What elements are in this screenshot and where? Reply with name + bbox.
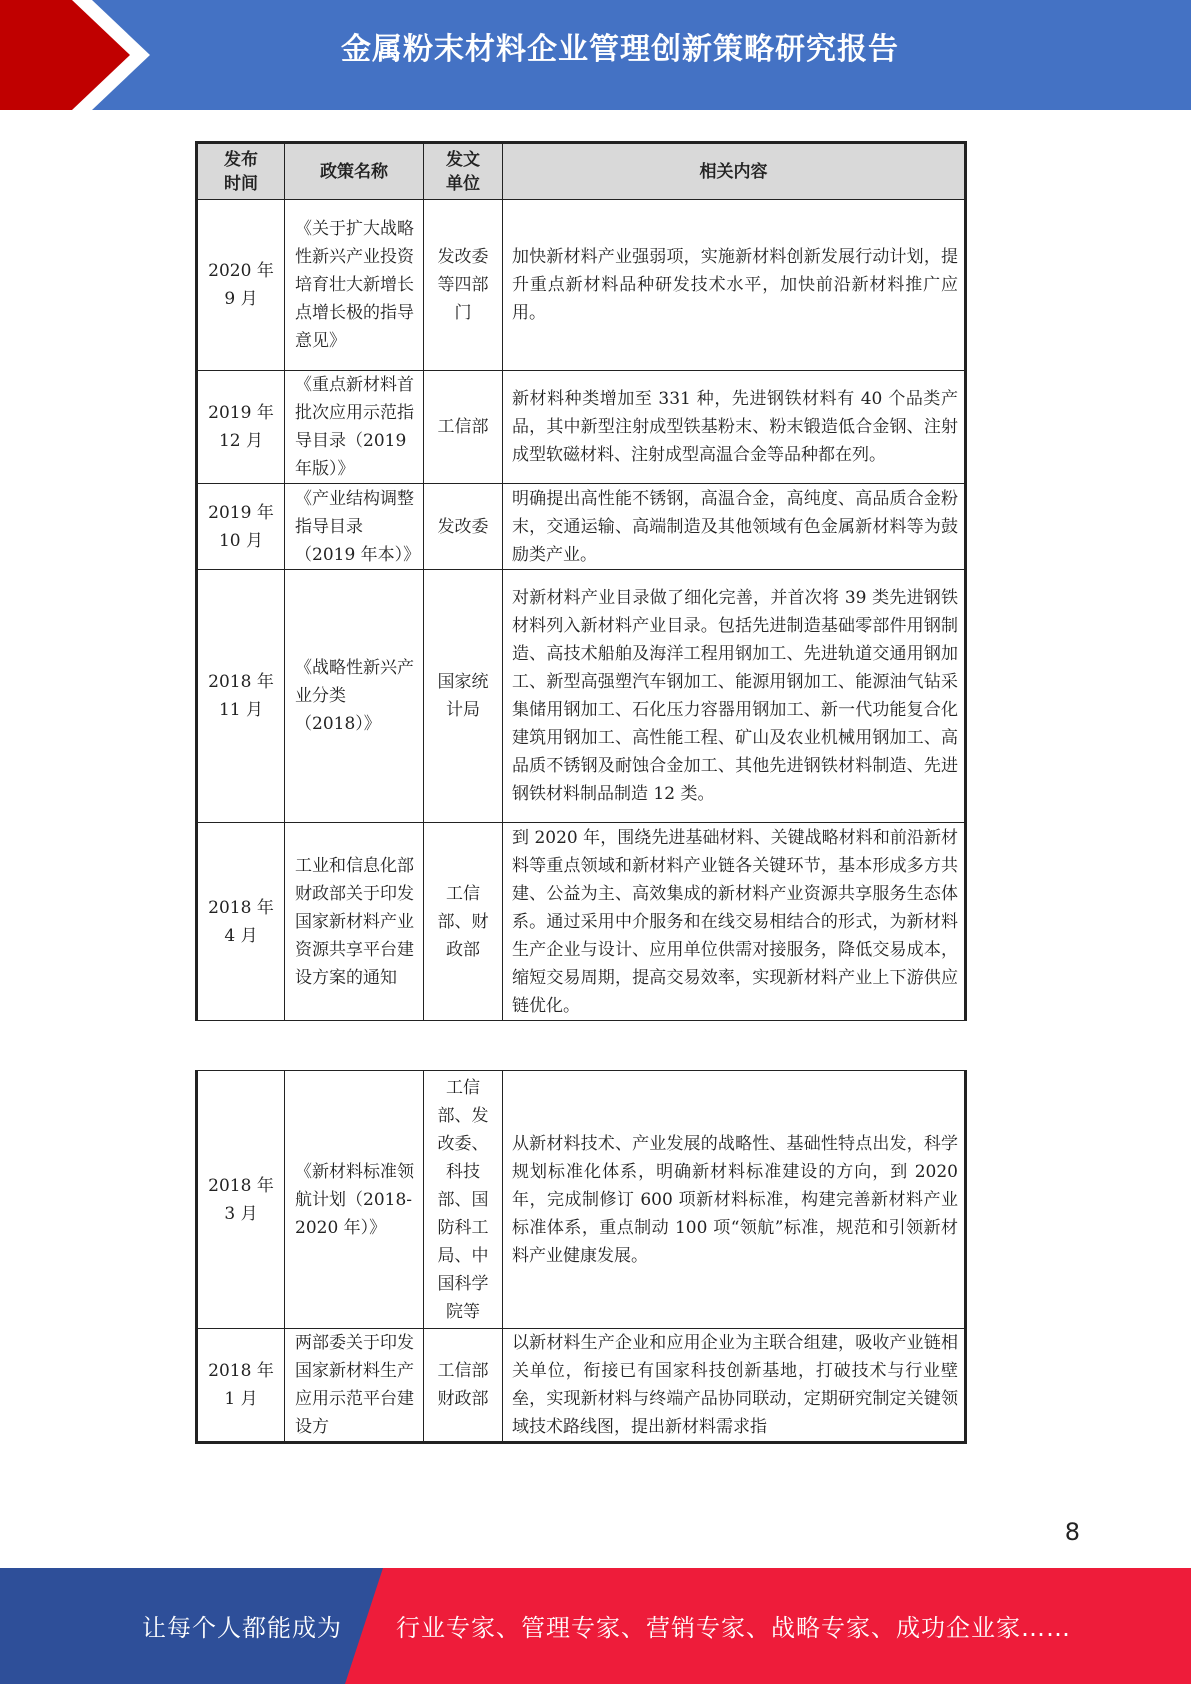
column-header-date: 发布 时间 — [197, 143, 285, 200]
issuing-unit-cell: 工信 部、财 政部 — [424, 823, 503, 1021]
policy-name-cell: 《产业结构调整指导目录（2019 年本）》 — [285, 484, 424, 570]
table-row — [197, 570, 966, 823]
date-cell: 2018 年 3 月 — [197, 1071, 285, 1329]
content-cell: 从新材料技术、产业发展的战略性、基础性特点出发，科学规划标准化体系，明确新材料标准建设的方向，到 2020 年，完成制修订 600 项新材料标准，构建完善新材料产业标准体系，重点制动 100 项“领航”标准，规范和引领新材料产业健康发展。 — [503, 1071, 966, 1329]
column-header-policy-name: 政策名称 — [285, 143, 424, 200]
date-cell: 2020 年 9 月 — [197, 200, 285, 371]
issuing-unit-cell: 工信部 — [424, 371, 503, 484]
issuing-unit-cell: 国家统 计局 — [424, 570, 503, 823]
header-arrow-red — [0, 0, 130, 110]
table-header-row — [197, 143, 966, 200]
content-cell: 加快新材料产业强弱项，实施新材料创新发展行动计划，提升重点新材料品种研发技术水平，加快前沿新材料推广应用。 — [503, 200, 966, 371]
issuing-unit-cell: 工信部 财政部 — [424, 1329, 503, 1443]
page-footer — [0, 1568, 1191, 1684]
date-cell: 2019 年 12 月 — [197, 371, 285, 484]
table-row — [197, 371, 966, 484]
document-title: 金属粉末材料企业管理创新策略研究报告 — [341, 32, 899, 67]
date-cell: 2018 年 1 月 — [197, 1329, 285, 1443]
issuing-unit-cell: 发改委 等四部 门 — [424, 200, 503, 371]
table-row — [197, 1329, 966, 1443]
policy-table — [195, 141, 967, 1021]
issuing-unit-cell: 发改委 — [424, 484, 503, 570]
policy-table-continued — [195, 1070, 967, 1444]
policy-name-cell: 两部委关于印发国家新材料生产应用示范平台建设方 — [285, 1329, 424, 1443]
policy-name-cell: 《重点新材料首批次应用示范指导目录（2019 年版）》 — [285, 371, 424, 484]
content-cell: 明确提出高性能不锈钢，高温合金，高纯度、高品质合金粉末，交通运输、高端制造及其他领域有色金属新材料等为鼓励类产业。 — [503, 484, 966, 570]
column-header-content: 相关内容 — [503, 143, 966, 200]
date-cell: 2018 年 4 月 — [197, 823, 285, 1021]
table-row — [197, 484, 966, 570]
column-header-issuing-unit: 发文 单位 — [424, 143, 503, 200]
table-row — [197, 200, 966, 371]
policy-name-cell: 《关于扩大战略性新兴产业投资培育壮大新增长点增长极的指导意见》 — [285, 200, 424, 371]
content-cell: 以新材料生产企业和应用企业为主联合组建，吸收产业链相关单位，衔接已有国家科技创新基地，打破技术与行业壁垒，实现新材料与终端产品协同联动，定期研究制定关键领域技术路线图，提出新材料需求指 — [503, 1329, 966, 1443]
issuing-unit-cell: 工信 部、发 改委、 科技 部、国 防科工 局、中 国科学 院等 — [424, 1071, 503, 1329]
page-header — [0, 0, 1191, 110]
date-cell: 2018 年 11 月 — [197, 570, 285, 823]
table-row — [197, 1071, 966, 1329]
policy-name-cell: 《战略性新兴产业分类（2018）》 — [285, 570, 424, 823]
footer-slogan-left: 让每个人都能成为 — [142, 1614, 342, 1642]
content-cell: 新材料种类增加至 331 种，先进钢铁材料有 40 个品类产品，其中新型注射成型铁基粉末、粉末锻造低合金钢、注射成型软磁材料、注射成型高温合金等品种都在列。 — [503, 371, 966, 484]
content-cell: 对新材料产业目录做了细化完善，并首次将 39 类先进钢铁材料列入新材料产业目录。包括先进制造基础零部件用钢制造、高技术船舶及海洋工程用钢加工、先进轨道交通用钢加工、新型高强塑汽车钢加工、能源用钢加工、能源油气钻采集储用钢加工、石化压力容器用钢加工、新一代功能复合化建筑用钢加工、高性能工程、矿山及农业机械用钢加工、高品质不锈钢及耐蚀合金加工、其他先进钢铁材料制造、先进钢铁材料制品制造 12 类。 — [503, 570, 966, 823]
date-cell: 2019 年 10 月 — [197, 484, 285, 570]
policy-name-cell: 工业和信息化部财政部关于印发国家新材料产业资源共享平台建设方案的通知 — [285, 823, 424, 1021]
content-cell: 到 2020 年，围绕先进基础材料、关键战略材料和前沿新材料等重点领域和新材料产业链各关键环节，基本形成多方共建、公益为主、高效集成的新材料产业资源共享服务生态体系。通过采用中介服务和在线交易相结合的形式，为新材料生产企业与设计、应用单位供需对接服务，降低交易成本，缩短交易周期，提高交易效率，实现新材料产业上下游供应链优化。 — [503, 823, 966, 1021]
table-row — [197, 823, 966, 1021]
footer-slogan-right: 行业专家、管理专家、营销专家、战略专家、成功企业家…… — [396, 1614, 1071, 1642]
page-number: 8 — [1064, 1518, 1080, 1546]
policy-name-cell: 《新材料标准领航计划（2018-2020 年）》 — [285, 1071, 424, 1329]
